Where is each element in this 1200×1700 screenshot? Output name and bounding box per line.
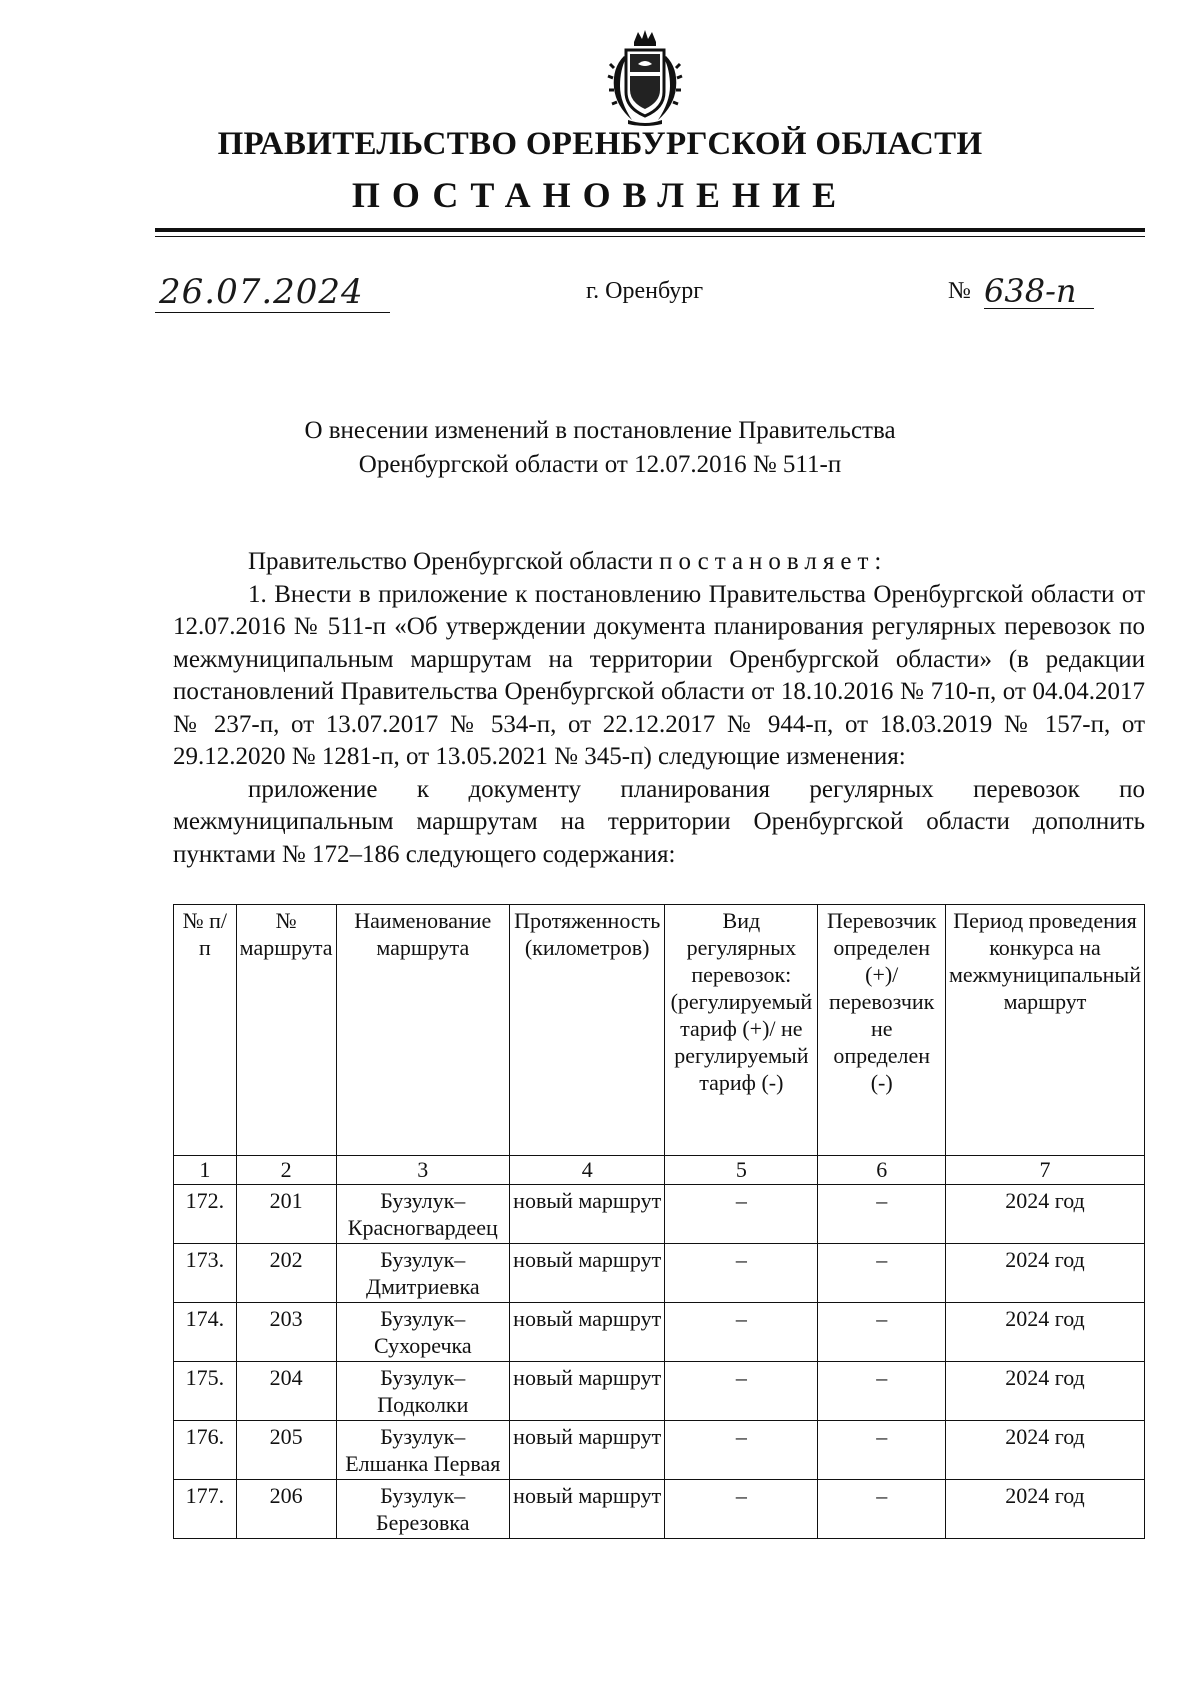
cell-route-name: Бузулук–Березовка (336, 1480, 510, 1539)
cell-carrier: – (818, 1480, 946, 1539)
subject-line-2: Оренбургской области от 12.07.2016 № 511-п (358, 451, 842, 478)
cell-index: 177. (174, 1480, 237, 1539)
number-sign: № (948, 278, 971, 304)
cell-route-name: Бузулук–Дмитриевка (336, 1244, 510, 1303)
intro-text: Правительство Оренбургской области (248, 548, 653, 575)
cell-route-number: 202 (236, 1244, 336, 1303)
resolution-intro (173, 546, 1145, 579)
header-cell: № п/п (174, 905, 237, 1156)
cell-length: новый маршрут (510, 1185, 665, 1244)
cell-length: новый маршрут (510, 1244, 665, 1303)
cell-route-number: 205 (236, 1421, 336, 1480)
cell-carrier: – (818, 1185, 946, 1244)
document-number-field (948, 272, 1144, 312)
cell-length: новый маршрут (510, 1362, 665, 1421)
cell-length: новый маршрут (510, 1480, 665, 1539)
table-row (174, 1244, 1145, 1303)
cell-route-name: Бузулук–Елшанка Первая (336, 1421, 510, 1480)
city-label: г. Оренбург (586, 278, 704, 304)
cell-period: 2024 год (946, 1480, 1145, 1539)
table-row (174, 1421, 1145, 1480)
cell-period: 2024 год (946, 1421, 1145, 1480)
cell-route-name: Бузулук–Сухоречка (336, 1303, 510, 1362)
column-number: 3 (336, 1156, 510, 1185)
cell-index: 172. (174, 1185, 237, 1244)
header-divider-thin (155, 236, 1145, 237)
coat-of-arms-emblem (606, 28, 684, 128)
cell-route-number: 206 (236, 1480, 336, 1539)
table-row (174, 1185, 1145, 1244)
cell-route-name: Бузулук–Красногвардеец (336, 1185, 510, 1244)
header-cell: Вид регулярных перевозок: (регулируемый тариф (+)/ не регулируемый тариф (-) (665, 905, 818, 1156)
subject-line-1: О внесении изменений в постановление Правительства (304, 417, 896, 444)
cell-period: 2024 год (946, 1362, 1145, 1421)
cell-index: 176. (174, 1421, 237, 1480)
cell-transport-type: – (665, 1480, 818, 1539)
column-number: 7 (946, 1156, 1145, 1185)
cell-period: 2024 год (946, 1185, 1145, 1244)
column-number: 4 (510, 1156, 665, 1185)
cell-transport-type: – (665, 1362, 818, 1421)
header-divider (155, 228, 1145, 232)
header-cell: № маршрута (236, 905, 336, 1156)
column-number: 6 (818, 1156, 946, 1185)
paragraph-item-1: 1. Внести в приложение к постановлению Правительства Оренбургской области от 12.07.2016 № 511-п «Об утверждении документа планирования регулярных перевозок по межмуниципальным маршрутам на территории Оренбургской области» (в редакции постановлений Правительства Оренбургской области от 18.10.2016 № 710-п, от 04.04.2017 № 237-п, от 13.07.2017 № 534-п, от 22.12.2017 № 944-п, от 18.03.2019 № 157-п, от 29.12.2020 № 1281-п, от 13.05.2021 № 345-п) следующие изменения: (173, 580, 1145, 770)
handwritten-date: 26.07.2024 (159, 272, 364, 312)
cell-period: 2024 год (946, 1244, 1145, 1303)
header-cell: Период проведения конкурса на межмуниципальный маршрут (946, 905, 1145, 1156)
cell-carrier: – (818, 1421, 946, 1480)
cell-transport-type: – (665, 1303, 818, 1362)
column-number: 1 (174, 1156, 237, 1185)
table-row (174, 1480, 1145, 1539)
table-row (174, 1303, 1145, 1362)
cell-carrier: – (818, 1362, 946, 1421)
document-subject (0, 414, 1200, 482)
cell-route-name: Бузулук–Подколки (336, 1362, 510, 1421)
document-body (173, 546, 1145, 871)
date-field (155, 272, 390, 313)
cell-carrier: – (818, 1303, 946, 1362)
cell-route-number: 204 (236, 1362, 336, 1421)
cell-transport-type: – (665, 1185, 818, 1244)
intro-resolves: постановляет: (659, 548, 888, 575)
organization-title: ПРАВИТЕЛЬСТВО ОРЕНБУРГСКОЙ ОБЛАСТИ (217, 126, 983, 162)
column-number-row (174, 1156, 1145, 1185)
table-row (174, 1362, 1145, 1421)
cell-carrier: – (818, 1244, 946, 1303)
document-type: ПОСТАНОВЛЕНИЕ (351, 175, 849, 215)
cell-index: 173. (174, 1244, 237, 1303)
table-header-row (174, 905, 1145, 1156)
cell-period: 2024 год (946, 1303, 1145, 1362)
header-cell: Протяженность (километров) (510, 905, 665, 1156)
cell-length: новый маршрут (510, 1303, 665, 1362)
cell-transport-type: – (665, 1421, 818, 1480)
cell-length: новый маршрут (510, 1421, 665, 1480)
cell-route-number: 201 (236, 1185, 336, 1244)
cell-transport-type: – (665, 1244, 818, 1303)
cell-route-number: 203 (236, 1303, 336, 1362)
cell-index: 175. (174, 1362, 237, 1421)
cell-index: 174. (174, 1303, 237, 1362)
paragraph-item-2: приложение к документу планирования регулярных перевозок по межмуниципальным маршрутам на территории Оренбургской области дополнить пунктами № 172–186 следующего содержания: (173, 775, 1145, 868)
routes-table (173, 904, 1145, 1539)
header-cell: Перевозчик определен (+)/ перевозчик не определен (-) (818, 905, 946, 1156)
header-cell: Наименование маршрута (336, 905, 510, 1156)
column-number: 5 (665, 1156, 818, 1185)
column-number: 2 (236, 1156, 336, 1185)
handwritten-number: 638-п (984, 272, 1094, 309)
